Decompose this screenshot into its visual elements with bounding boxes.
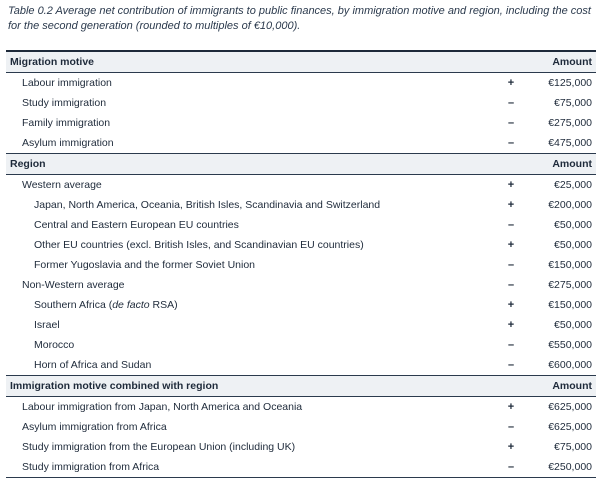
row-label: Other EU countries (excl. British Isles, and Scandinavian EU countries) (34, 239, 364, 251)
section-sign-spacer (496, 376, 526, 397)
contribution-table (6, 50, 596, 478)
row-label: Asylum immigration from Africa (22, 421, 167, 433)
row-label: Asylum immigration (22, 137, 114, 149)
positive-sign: + (507, 199, 515, 211)
negative-sign: – (507, 117, 515, 129)
row-amount: €200,000 (548, 199, 592, 211)
amount-column-header: Amount (526, 376, 596, 397)
negative-sign: – (507, 359, 515, 371)
row-label: Japan, North America, Oceania, British Isles, Scandinavia and Switzerland (34, 199, 381, 211)
row-label: Study immigration from Africa (6, 457, 496, 478)
row-amount: €250,000 (526, 457, 596, 478)
row-amount: €50,000 (554, 239, 592, 251)
row-amount: €625,000 (548, 421, 592, 433)
row-amount: €275,000 (548, 117, 592, 129)
table-row (6, 315, 596, 335)
table-row (6, 235, 596, 255)
table-row (6, 275, 596, 295)
row-amount: €275,000 (548, 279, 592, 291)
table-row (6, 133, 596, 154)
negative-sign: – (507, 339, 515, 351)
row-amount: €75,000 (554, 441, 592, 453)
negative-sign: – (507, 137, 515, 149)
positive-sign: + (507, 401, 515, 413)
row-label: Western average (22, 179, 102, 191)
section-header-row (6, 154, 596, 175)
table-row (6, 113, 596, 133)
row-amount: €475,000 (548, 137, 592, 149)
section-header-row (6, 376, 596, 397)
table-row (6, 255, 596, 275)
section-title: Migration motive (6, 51, 496, 73)
row-amount: €625,000 (548, 401, 592, 413)
section-sign-spacer (496, 51, 526, 73)
table-caption: Table 0.2 Average net contribution of immigrants to public finances, by immigration motive and region, including the cost for the second generation (rounded to multiples of €10,000). (8, 5, 591, 32)
amount-column-header: Amount (526, 51, 596, 73)
row-label: Southern Africa (de facto RSA) (34, 299, 178, 311)
positive-sign: + (507, 77, 515, 89)
amount-column-header: Amount (526, 154, 596, 175)
positive-sign: + (507, 441, 515, 453)
row-label: Non-Western average (22, 279, 125, 291)
negative-sign: – (507, 97, 515, 109)
table-row (6, 417, 596, 437)
positive-sign: + (507, 239, 515, 251)
table-row (6, 195, 596, 215)
negative-sign: – (496, 457, 526, 478)
row-amount: €150,000 (548, 259, 592, 271)
section-sign-spacer (496, 154, 526, 175)
negative-sign: – (507, 259, 515, 271)
row-label: Morocco (34, 339, 75, 351)
row-amount: €600,000 (548, 359, 592, 371)
row-amount: €550,000 (548, 339, 592, 351)
row-label: Family immigration (22, 117, 111, 129)
table-row (6, 397, 596, 418)
table-row (6, 93, 596, 113)
positive-sign: + (507, 319, 515, 331)
table-row (6, 175, 596, 196)
row-amount: €50,000 (554, 219, 592, 231)
negative-sign: – (507, 219, 515, 231)
row-amount: €125,000 (548, 77, 592, 89)
row-amount: €50,000 (554, 319, 592, 331)
table-row (6, 355, 596, 376)
table-body (6, 51, 596, 478)
section-header-row (6, 51, 596, 73)
table-row (6, 335, 596, 355)
negative-sign: – (507, 279, 515, 291)
row-label: Labour immigration (22, 77, 112, 89)
table-row (6, 457, 596, 478)
table-row (6, 295, 596, 315)
positive-sign: + (507, 179, 515, 191)
row-label: Central and Eastern European EU countries (34, 219, 239, 231)
row-label: Labour immigration from Japan, North America and Oceania (22, 401, 303, 413)
positive-sign: + (507, 299, 515, 311)
table-row (6, 215, 596, 235)
row-amount: €150,000 (548, 299, 592, 311)
negative-sign: – (507, 421, 515, 433)
row-label: Study immigration from the European Union (including UK) (22, 441, 296, 453)
row-amount: €75,000 (554, 97, 592, 109)
table-container (6, 50, 596, 478)
section-title: Immigration motive combined with region (6, 376, 496, 397)
row-label: Israel (34, 319, 60, 331)
row-label: Study immigration (22, 97, 107, 109)
table-row (6, 73, 596, 94)
section-title: Region (6, 154, 496, 175)
row-label: Former Yugoslavia and the former Soviet Union (34, 259, 256, 271)
table-row (6, 437, 596, 457)
row-amount: €25,000 (554, 179, 592, 191)
row-label: Horn of Africa and Sudan (34, 359, 152, 371)
